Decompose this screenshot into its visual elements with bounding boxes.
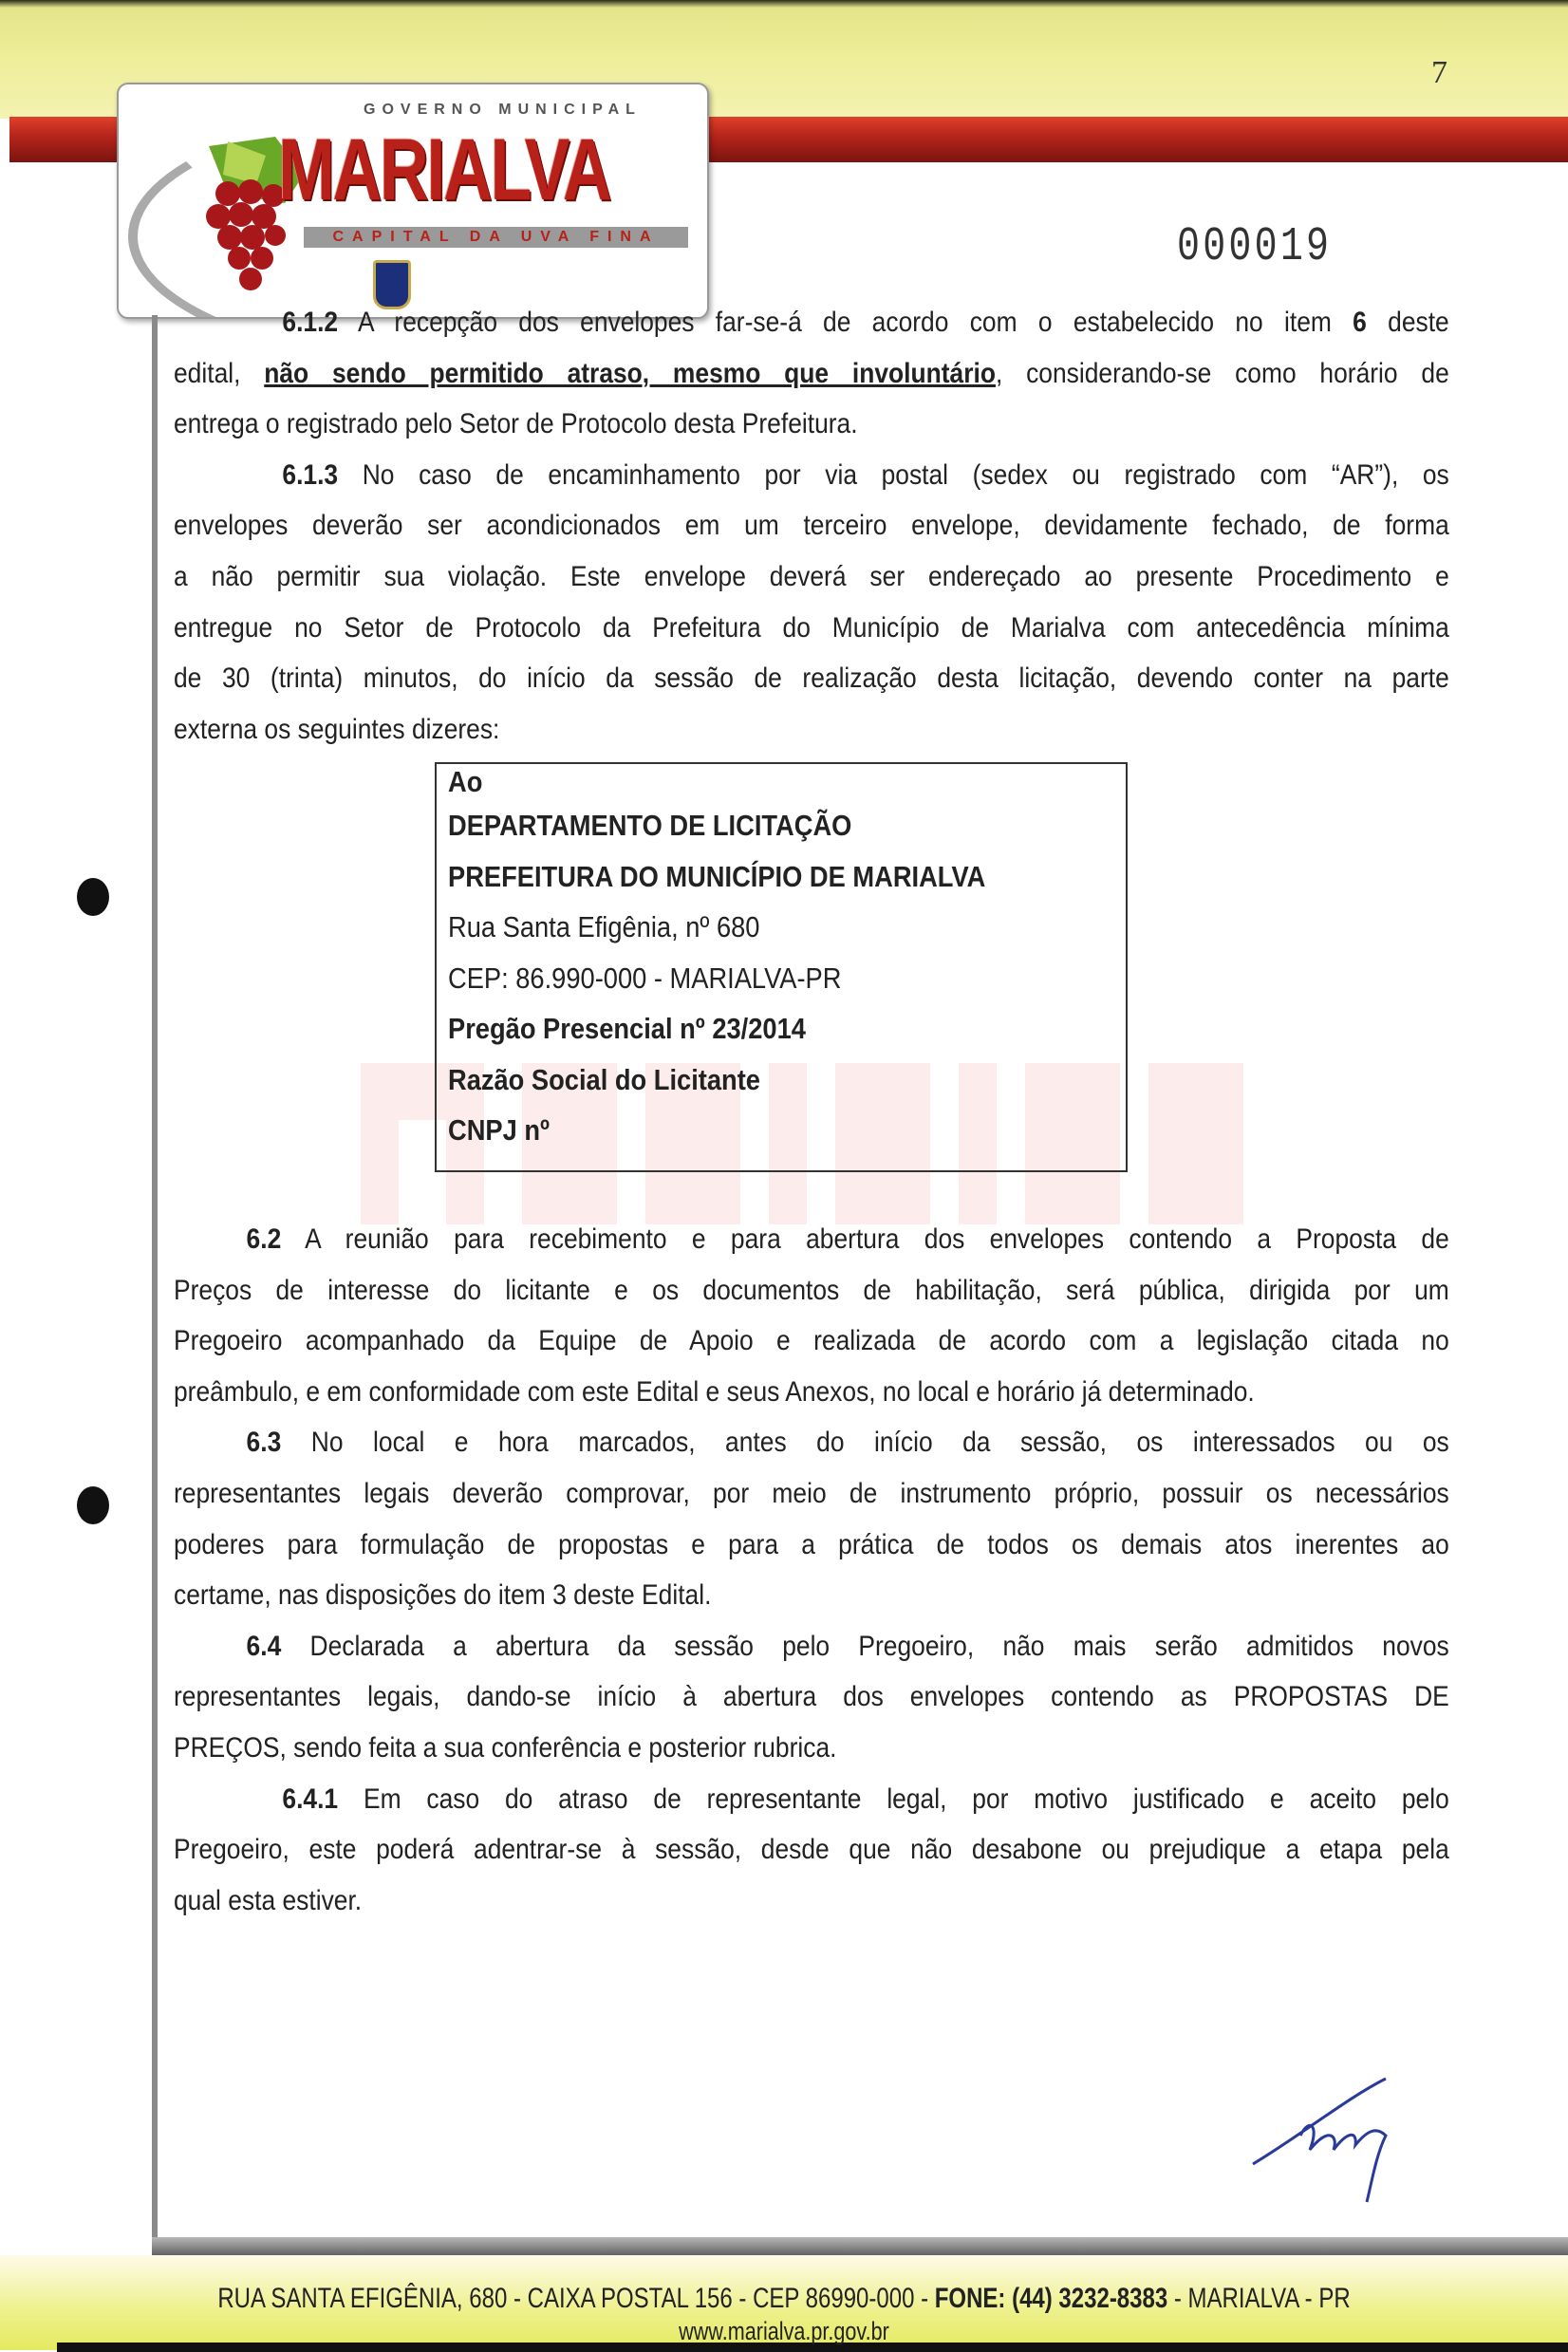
phone: FONE: (44) 3232-8383 [934,2283,1168,2314]
paragraph-6-2-line: Pregoeiro acompanhado da Equipe de Apoio e realizada de acordo com a legislação citada no [174,1325,1449,1357]
footer-website[interactable]: www.marialva.pr.gov.br [679,2317,889,2345]
item-ref: 6 [1353,307,1367,338]
envelope-address-box [435,762,1128,1172]
section-number: 6.4 [246,1630,282,1662]
underlined-emphasis: não sendo permitido atraso, mesmo que involuntário [264,357,996,389]
paragraph-6-2-line [174,1214,1449,1265]
handwritten-signature [1243,2060,1433,2212]
section-number: 6.3 [246,1427,282,1459]
envelope-line: CEP: 86.990-000 - MARIALVA-PR [448,961,842,995]
page-stamp-number: 000019 [1177,220,1333,274]
paragraph-6-4-1-line [174,1774,1449,1825]
text: No local e hora marcados, antes do início da sessão, os interessados ou os [310,1427,1449,1459]
envelope-line: Razão Social do Licitante [448,1062,760,1096]
text: No caso de encaminhamento por via postal (sedex ou registrado com “AR”), os [362,458,1449,491]
paragraph-6-1-3-line: externa os seguintes dizeres: [174,713,500,745]
section-number: 6.1.3 [282,458,339,491]
paragraph-6-4-line: PREÇOS, sendo feita a sua conferência e posterior rubrica. [174,1731,837,1764]
section-number: 6.1.2 [282,307,339,338]
text: , considerando-se como horário de [995,357,1449,389]
paragraph-6-2-line: preâmbulo, e em conformidade com este Edital e seus Anexos, no local e horário já determinado. [174,1375,1255,1408]
left-frame-line [152,315,158,2251]
envelope-line: Pregão Presencial nº 23/2014 [448,1012,806,1045]
paragraph-6-3-line: poderes para formulação de propostas e para a prática de todos os demais atos inerentes ao [174,1528,1449,1560]
text: A recepção dos envelopes far-se-á de acordo com o estabelecido no item [357,307,1332,338]
envelope-line: Rua Santa Efigênia, nº 680 [448,910,760,943]
section-number: 6.4.1 [282,1783,339,1815]
text: Declarada a abertura da sessão pelo Pregoeiro, não mais serão admitidos novos [309,1630,1449,1662]
envelope-line: Ao [448,765,483,798]
logo-top-text: GOVERNO MUNICIPAL [364,102,642,118]
paragraph-6-1-3-line [174,450,1449,501]
bottom-frame-bar [152,2237,1568,2256]
section-6-2-to-6-4-text [174,1214,1449,1926]
envelope-line: DEPARTAMENTO DE LICITAÇÃO [448,809,852,842]
section-number: 6.2 [246,1223,282,1255]
paragraph-6-1-2-line: entrega o registrado pelo Setor de Protocolo desta Prefeitura. [174,408,858,440]
paragraph-6-1-3-line: a não permitir sua violação. Este envelope deverá ser endereçado ao presente Procedimento e [174,560,1449,592]
paragraph-6-3-line [174,1417,1449,1468]
paragraph-6-1-3-line: entregue no Setor de Protocolo da Prefeitura do Município de Marialva com antecedência mínima [174,611,1449,644]
text: A reunião para recebimento e para abertura dos envelopes contendo a Proposta de [305,1223,1449,1255]
paragraph-6-4-line [174,1621,1449,1672]
text: Em caso do atraso de representante legal, por motivo justificado e aceito pelo [363,1783,1449,1815]
city: - MARIALVA - PR [1167,2283,1351,2314]
paragraph-6-4-line: representantes legais, dando-se início à abertura dos envelopes contendo as PROPOSTAS DE [174,1681,1449,1713]
envelope-lines [448,764,1116,1156]
logo-name: MARIALVA [278,121,610,218]
address: RUA SANTA EFIGÊNIA, 680 - CAIXA POSTAL 156 - CEP 86990-000 - [217,2283,935,2314]
paragraph-6-1-3-line: envelopes deverão ser acondicionados em um terceiro envelope, devidamente fechado, de forma [174,510,1449,542]
section-6-1-text [174,297,1449,755]
marialva-logo [117,83,709,319]
punch-hole [77,878,109,916]
paragraph-6-4-1-line: qual esta estiver. [174,1884,363,1916]
envelope-line: PREFEITURA DO MUNICÍPIO DE MARIALVA [448,859,986,893]
paragraph-6-1-3-line: de 30 (trinta) minutos, do início da sessão de realização desta licitação, devendo conter na parte [174,663,1449,695]
paragraph-6-1-2-line [174,348,1449,400]
logo-tagline: CAPITAL DA UVA FINA [304,227,688,248]
text: deste [1388,307,1449,338]
text: edital, [174,357,241,389]
paragraph-6-4-1-line: Pregoeiro, este poderá adentrar-se à sessão, desde que não desabone ou prejudique a etapa pela [174,1834,1449,1866]
paragraph-6-3-line: representantes legais deverão comprovar, por meio de instrumento próprio, possuir os necessários [174,1477,1449,1509]
punch-hole [77,1486,109,1524]
paragraph-6-1-2-line [174,297,1449,348]
footer-address [157,2282,1411,2315]
page-number: 7 [1431,55,1447,90]
paragraph-6-2-line: Preços de interesse do licitante e os documentos de habilitação, será pública, dirigida por um [174,1274,1449,1306]
paragraph-6-3-line: certame, nas disposições do item 3 deste Edital. [174,1579,712,1612]
envelope-line: CNPJ nº [448,1113,550,1147]
